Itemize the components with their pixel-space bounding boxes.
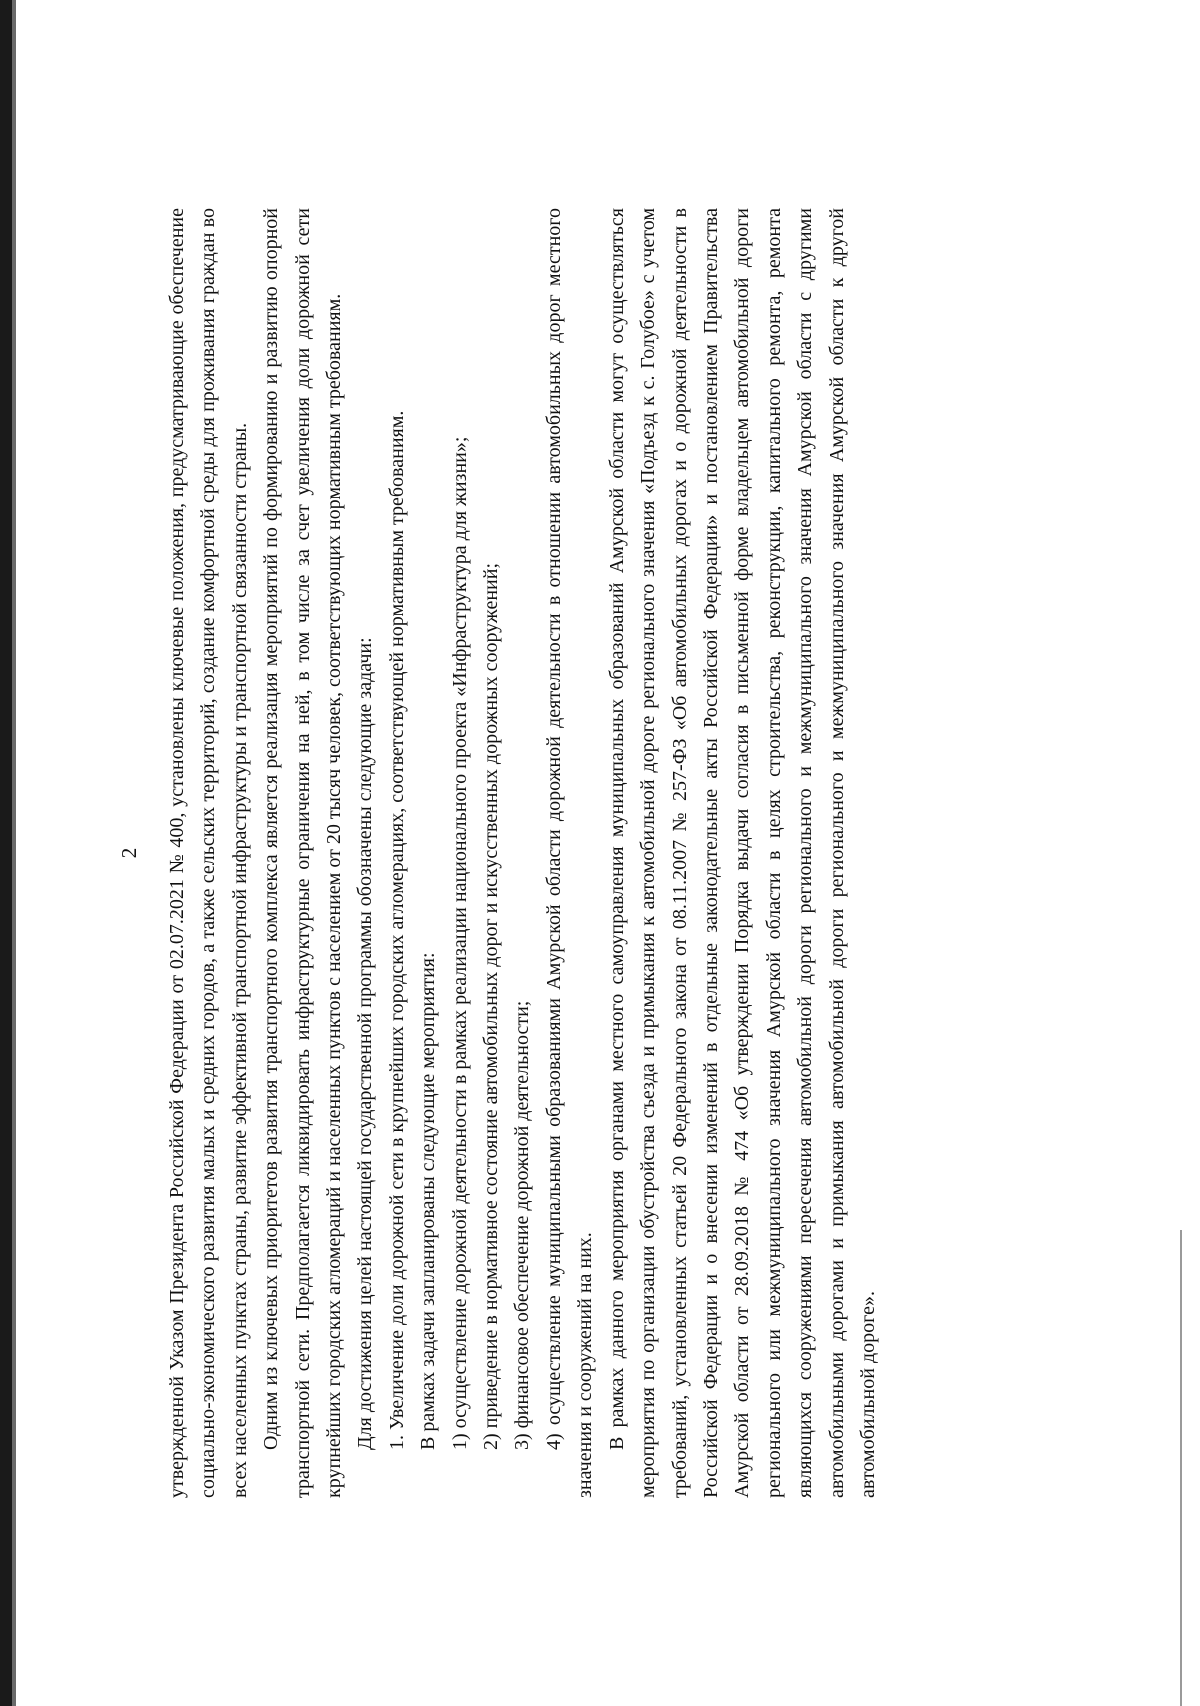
paragraph-text: 4) осуществление муниципальными образованиями Амурской области дорожной деятельности в отношении автомобильных дорог местного значения и сооружений на них.	[542, 208, 597, 1498]
paragraph	[476, 208, 507, 1498]
paragraph-text: Для достижения целей настоящей государственной программы обозначены следующие задачи:	[354, 637, 377, 1450]
paragraph-text: 3) финансовое обеспечение дорожной деятельности;	[511, 1000, 534, 1450]
rotated-document-page	[100, 98, 1130, 1608]
paragraph-text: 1) осуществление дорожной деятельности в рамках реализации национального проекта «Инфраструктура для жизни»;	[448, 436, 471, 1450]
scan-edge-line	[1180, 1230, 1182, 1706]
paragraph	[382, 208, 413, 1498]
document-body	[162, 208, 884, 1498]
paragraph-text: 1. Увеличение доли дорожной сети в крупнейших городских агломерациях, соответствующей нормативным требованиям.	[385, 410, 408, 1450]
paragraph-text: В рамках задачи запланированы следующие мероприятия:	[417, 952, 440, 1450]
paragraph	[507, 208, 538, 1498]
paragraph	[539, 208, 602, 1498]
paragraph-text: Одним из ключевых приоритетов развития транспортного комплекса является реализация мероприятий по формированию и развитию опорной транспортной сети. Предполагается ликвидировать инфраструктурные ограничения на ней, в том числе за счет увеличения доли дорожной сети крупнейших городских агломераций и населенных пунктов с населением от 20 тысяч человек, соответствующих нормативным требованиям.	[260, 208, 346, 1498]
paragraph-text: 2) приведение в нормативное состояние автомобильных дорог и искусственных дорожных сооружений;	[480, 562, 503, 1450]
page-number: 2	[117, 847, 141, 859]
paragraph	[445, 208, 476, 1498]
paragraph	[602, 208, 885, 1498]
paragraph-text: утвержденной Указом Президента Российской Федерации от 02.07.2021 № 400, установлены ключевые положения, предусматривающие обеспечение социально-экономического развития малых и средних городов, а также сельских территорий, создание комфортной среды для проживания граждан во всех населенных пунктах страны, развитие эффективной транспортной инфраструктуры и транспортной связанности страны.	[166, 208, 251, 1498]
paragraph	[256, 208, 350, 1498]
paragraph	[162, 208, 256, 1498]
scan-border	[0, 0, 12, 1706]
paragraph	[413, 208, 444, 1498]
paragraph-text: В рамках данного мероприятия органами местного самоуправления муниципальных образований Амурской области могут осуществляться мероприятия по организации обустройства съезда и примыкания к автомобильной дороге регионального значения «Подъезд к с. Голубое» с учетом требований, установленных статьей 20 Федерального закона от 08.11.2007 № 257-ФЗ «Об автомобильных дорогах и о дорожной деятельности в Российской Федерации и о внесении изменений в отдельные законодательные акты Российской Федерации» и постановлением Правительства Амурской области от 28.09.2018 № 474 «Об утверждении Порядка выдачи согласия в письменной форме владельцем автомобильной дороги регионального или межмуниципального значения Амурской области в целях строительства, реконструкции, капитального ремонта, ремонта являющихся сооружениями пересечения автомобильной дороги регионального и межмуниципального значения Амурской области с другими автомобильными дорогами и примыкания автомобильной дороги регионального и межмуниципального значения Амурской области к другой автомобильной дороге».	[605, 208, 879, 1498]
paragraph	[350, 208, 381, 1498]
